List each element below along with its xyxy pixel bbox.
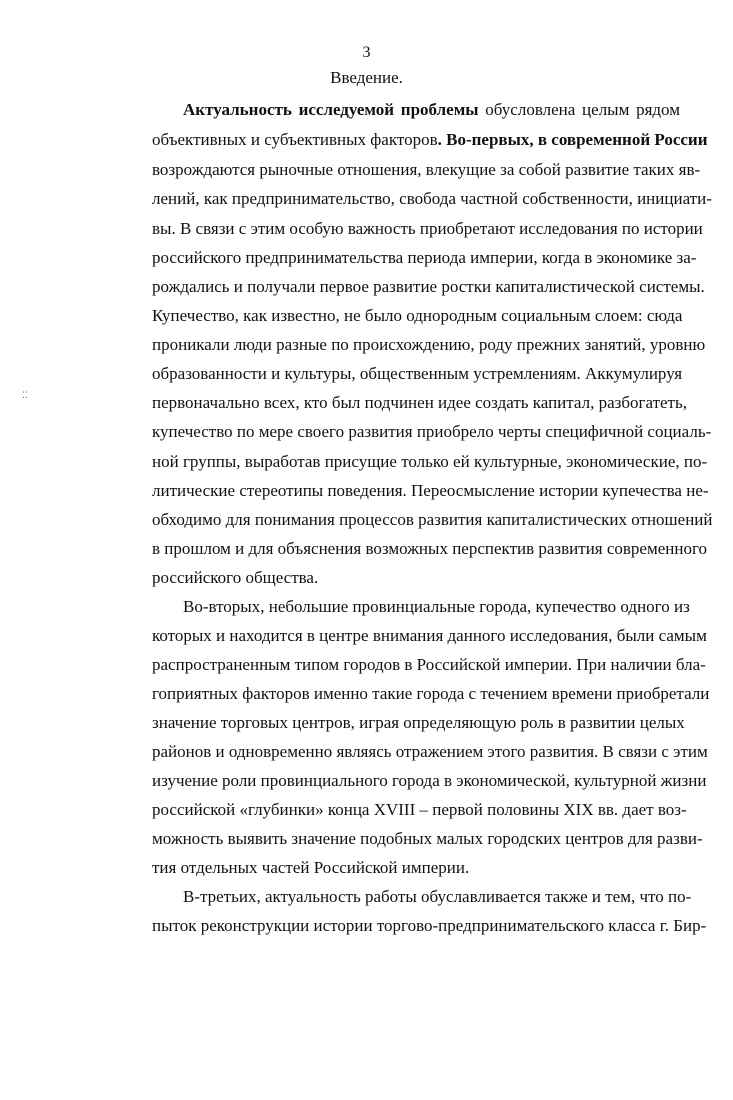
paragraph-1-line-15: обходимо для понимания процессов развития капиталистических отношений (152, 510, 713, 529)
paragraph-1-line-12: купечество по мере своего развития приобрело черты специфичной социаль- (152, 422, 712, 441)
page-number: 3 (362, 44, 371, 61)
paragraph-2-line-5: значение торговых центров, играя определяющую роль в развитии целых (152, 713, 685, 732)
paragraph-1-line-1 (183, 95, 680, 125)
paragraph-1-line-14: литические стереотипы поведения. Переосмысление истории купечества не- (152, 481, 709, 500)
paragraph-3-line-1: В-третьих, актуальность работы обуславливается также и тем, что по- (183, 887, 692, 906)
paragraph-2-line-10: тия отдельных частей Российской империи. (152, 858, 470, 877)
paragraph-2-line-3: распространенным типом городов в Российской империи. При наличии бла- (152, 655, 706, 674)
margin-mark: ⁚⁚ (22, 391, 28, 401)
paragraph-1-line-10: образованности и культуры, общественным устремлениям. Аккумулируя (152, 364, 683, 383)
paragraph-1-line-5: вы. В связи с этим особую важность приобретают исследования по истории (152, 219, 703, 238)
bold-lead-phrase: Актуальность исследуемой проблемы (183, 100, 479, 119)
bold-period: . Во-первых, в современной России (437, 130, 708, 149)
paragraph-1-line-3: возрождаются рыночные отношения, влекущие за собой развитие таких яв- (152, 160, 701, 179)
paragraph-3-line-2: пыток реконструкции истории торгово-предпринимательского класса г. Бир- (152, 916, 707, 935)
paragraph-2-line-4: гоприятных факторов именно такие города с течением времени приобретали (152, 684, 710, 703)
paragraph-2-line-8: российской «глубинки» конца XVIII – первой половины XIX вв. дает воз- (152, 800, 687, 819)
paragraph-1-line-11: первоначально всех, кто был подчинен идее создать капитал, разбогатеть, (152, 393, 687, 412)
paragraph-2-line-1: Во-вторых, небольшие провинциальные города, купечество одного из (183, 597, 690, 616)
paragraph-1-line-9: проникали люди разные по происхождению, роду прежних занятий, уровню (152, 335, 706, 354)
paragraph-1-line-16: в прошлом и для объяснения возможных перспектив развития современного (152, 539, 708, 558)
section-title: Введение. (330, 68, 403, 87)
paragraph-2-line-9: можность выявить значение подобных малых городских центров для разви- (152, 829, 703, 848)
paragraph-1-line-13: ной группы, выработав присущие только ей культурные, экономические, по- (152, 452, 708, 471)
paragraph-2-line-6: районов и одновременно являясь отражением этого развития. В связи с этим (152, 742, 708, 761)
paragraph-1-line-17: российского общества. (152, 568, 319, 587)
text-run: обусловлена целым рядом (478, 100, 680, 119)
paragraph-2-line-2: которых и находится в центре внимания данного исследования, были самым (152, 626, 707, 645)
paragraph-1-line-7: рождались и получали первое развитие ростки капиталистической системы. (152, 277, 705, 296)
text-run: объективных и субъективных факторов (152, 130, 438, 149)
paragraph-2-line-7: изучение роли провинциального города в экономической, культурной жизни (152, 771, 707, 790)
paragraph-1-line-8: Купечество, как известно, не было однородным социальным слоем: сюда (152, 306, 683, 325)
paragraph-1-line-4: лений, как предпринимательство, свобода частной собственности, инициати- (152, 189, 712, 208)
paragraph-1-line-6: российского предпринимательства периода империи, когда в экономике за- (152, 248, 697, 267)
paragraph-1-line-2 (152, 125, 708, 155)
